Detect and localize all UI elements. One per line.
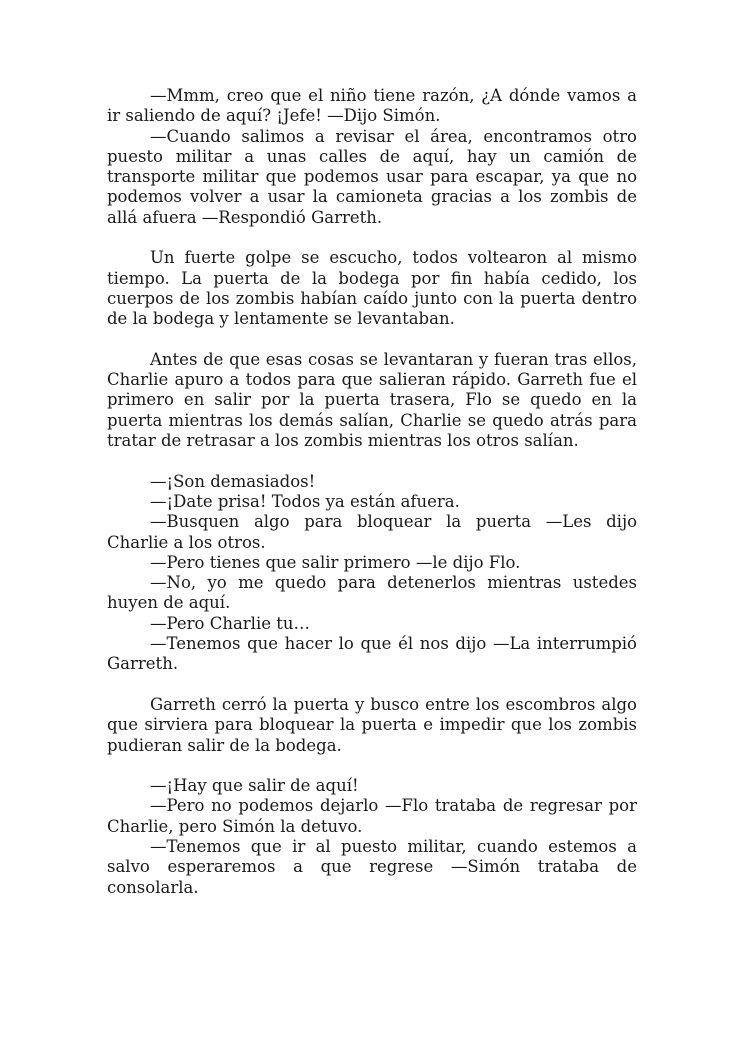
- paragraph: —¡Date prisa! Todos ya están afuera.: [150, 491, 460, 511]
- paragraph: —Pero Charlie tu…: [150, 613, 310, 633]
- paragraph-gap: [107, 675, 637, 695]
- paragraph: —Pero tienes que salir primero —le dijo Flo.: [150, 552, 521, 572]
- paragraph: —Tenemos que ir al puesto militar, cuando estemos a salvo esperaremos a que regrese —Simón trataba de consolarla.: [107, 836, 637, 897]
- paragraph-gap: [107, 228, 637, 248]
- paragraph-gap: [107, 330, 637, 350]
- paragraph: —Tenemos que hacer lo que él nos dijo —La interrumpió Garreth.: [107, 634, 637, 674]
- document-page: [107, 86, 637, 898]
- paragraph: Garreth cerró la puerta y busco entre los escombros algo que sirviera para bloquear la puerta e impedir que los zombis pudieran salir de la bodega.: [107, 694, 637, 755]
- paragraph: Antes de que esas cosas se levantaran y fueran tras ellos, Charlie apuro a todos para que salieran rápido. Garreth fue el primero en salir por la puerta trasera, Flo se quedo en la puerta mientras los demás salían, Charlie se quedo atrás para tratar de retrasar a los zombis mientras los otros salían.: [107, 349, 637, 451]
- paragraph: —Mmm, creo que el niño tiene razón, ¿A dónde vamos a ir saliendo de aquí? ¡Jefe! —Dijo Simón.: [107, 86, 637, 126]
- paragraph: —Pero no podemos dejarlo —Flo trataba de regresar por Charlie, pero Simón la detuvo.: [107, 796, 637, 836]
- paragraph: —¡Hay que salir de aquí!: [150, 776, 359, 796]
- paragraph: —No, yo me quedo para detenerlos mientras ustedes huyen de aquí.: [107, 573, 637, 613]
- paragraph: Un fuerte golpe se escucho, todos voltearon al mismo tiempo. La puerta de la bodega por fin había cedido, los cuerpos de los zombis habían caído junto con la puerta dentro de la bodega y lentamente se levantaban.: [107, 248, 637, 329]
- paragraph: —Cuando salimos a revisar el área, encontramos otro puesto militar a unas calles de aquí, hay un camión de transporte militar que podemos usar para escapar, ya que no podemos volver a usar la camioneta gracias a los zombis de allá afuera —Respondió Garreth.: [107, 126, 637, 227]
- paragraph: —Busquen algo para bloquear la puerta —Les dijo Charlie a los otros.: [107, 512, 637, 552]
- paragraph-gap: [107, 756, 637, 776]
- paragraph-gap: [107, 451, 637, 471]
- paragraph: —¡Son demasiados!: [150, 471, 316, 491]
